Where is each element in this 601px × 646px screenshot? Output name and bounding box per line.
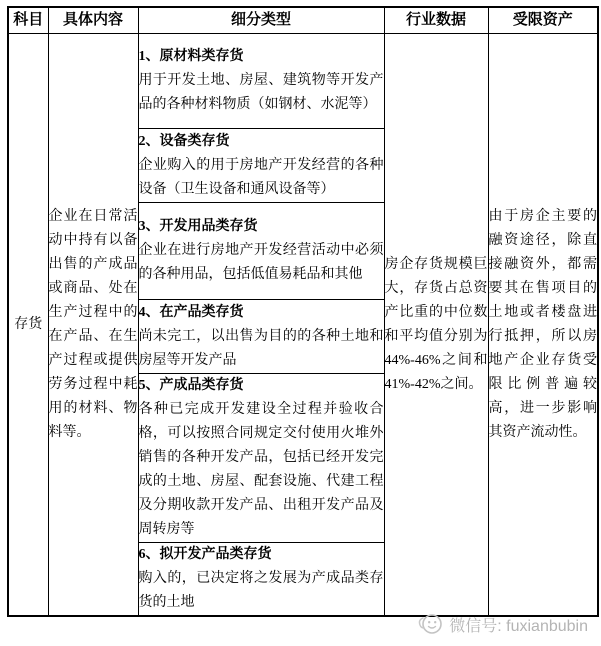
content-cell: 企业在日常活动中持有以备出售的产成品或商品、处在生产过程中的在产品、在生产过程或提供劳务过程中耗用的材料、物料等。 [48,34,138,617]
watermark-label: 微信号: fuxianbubin [449,617,588,635]
subtype-cell-raw-materials [138,34,384,129]
subtype-cell-equipment [138,129,384,203]
subtype-body: 企业购入的用于房地产开发经营的各种设备（卫生设备和通风设备等） [138,157,384,197]
subtype-body: 企业在进行房地产开发经营活动中必须的各种用品，包括低值易耗品和其他 [138,243,384,282]
table-header-row [8,7,598,34]
subtype-body: 尚未完工，以出售为目的的各种土地和房屋等开发产品 [138,328,384,368]
subtype-cell-to-be-developed [138,543,384,617]
restricted-assets-cell: 由于房企主要的融资途径，除直接融资外，都需要其在售项目的土地或者楼盘进行抵押，所以房地产企业存货受限比例普遍较高，进一步影响其资产流动性。 [488,34,598,617]
subject-cell: 存货 [8,34,48,617]
subtype-title: 6、拟开发产品类存货 [138,547,272,562]
header-subtype: 细分类型 [138,7,384,34]
industry-data-cell: 房企存货规模巨大，存货占总资产比重的中位数和平均值分别为44%-46%之间和41%-42%之间。 [384,34,488,617]
subtype-body: 各种已完成开发建设全过程并验收合格，可以按照合同规定交付使用火堆外销售的各种开发产品，包括已经开发完成的土地、房屋、配套设施、代建工程及分期收款开发产品、出租开发产品及周转房等 [138,402,384,537]
subtype-title: 4、在产品类存货 [138,304,244,320]
header-restricted: 受限资产 [488,7,598,34]
subtype-title: 1、原材料类存货 [138,49,244,64]
header-subject: 科目 [8,7,48,34]
table-row [8,34,598,129]
subtype-body: 用于开发土地、房屋、建筑物等开发产品的各种材料物质（如钢材、水泥等） [138,73,384,112]
subtype-title: 3、开发用品类存货 [138,219,258,234]
subtype-cell-wip [138,300,384,374]
subtype-cell-dev-supplies [138,203,384,300]
inventory-table [7,6,599,617]
subtype-title: 5、产成品类存货 [138,378,244,393]
wechat-icon [416,613,444,635]
header-content: 具体内容 [48,7,138,34]
header-industry: 行业数据 [384,7,488,34]
watermark [416,611,588,637]
subtype-body: 购入的，已决定将之发展为产成品类存货的土地 [138,571,384,610]
subtype-title: 2、设备类存货 [138,133,230,149]
subtype-cell-finished [138,374,384,543]
